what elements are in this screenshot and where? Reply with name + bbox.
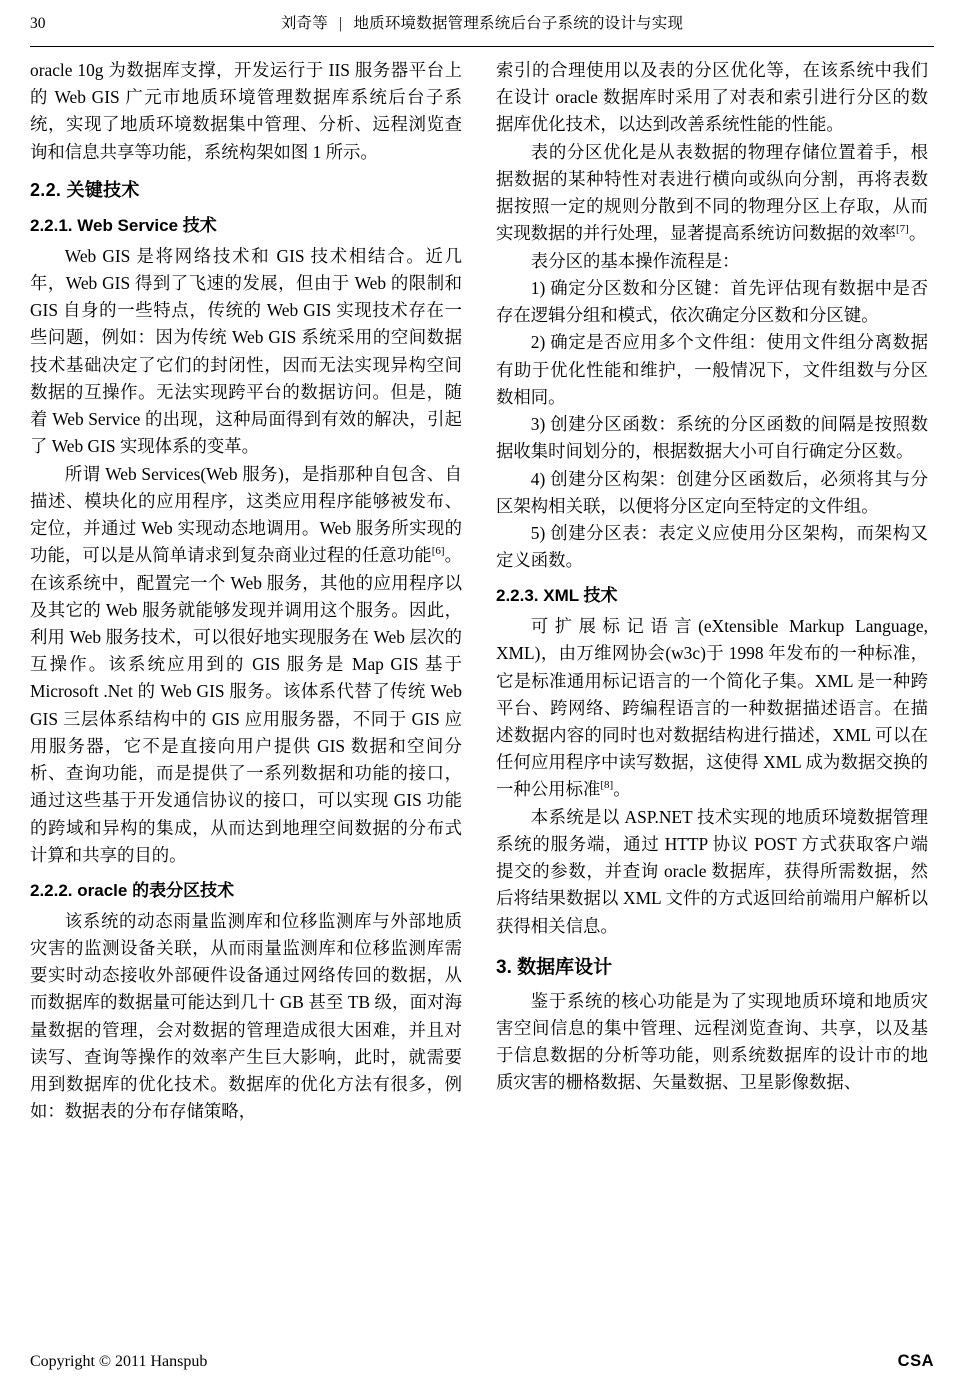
paragraph: 本系统是以 ASP.NET 技术实现的地质环境数据管理系统的服务端，通过 HTTP 协议 POST 方式获取客户端提交的参数，并查询 oracle 数据库，获得所需数据，然后将结果数据以 XML 文件的方式返回给前端用户解析以获得相关信息。 [496, 806, 928, 936]
copyright-notice: Copyright © 2011 Hanspub [30, 1353, 208, 1370]
left-column [30, 57, 462, 1312]
header-divider [30, 46, 934, 47]
paragraph-text: 表的分区优化是从表数据的物理存储位置着手，根据数据的某种特性对表进行横向或纵向分割，再将表数据按照一定的规则分散到不同的物理分区上存取，从而实现数据的并行处理，显著提高系统访问数据的效率 [496, 141, 928, 244]
reference-marker: [6] [431, 545, 445, 558]
paragraph-text: 所谓 Web Services(Web 服务)，是指那种自包含、自描述、模块化的应用程序，这类应用程序能够被发布、定位，并通过 Web 实现动态地调用。Web 服务所实现的功能，可以是从简单请求到复杂商业过程的任意功能 [30, 463, 462, 566]
page-footer [30, 1352, 934, 1371]
paragraph-text: 。在该系统中，配置完一个 Web 服务，其他的应用程序以及其它的 Web 服务就能够发现并调用这个服务。因此，利用 Web 服务技术，可以很好地实现服务在 Web 层次的互操作。该系统应用到的 GIS 服务是 Map GIS 基于 Microsoft .Net 的 Web GIS 服务。该体系代替了传统 Web GIS 三层体系结构中的 GIS 应用服务器，不同于 GIS 应用服务器，它不是直接向用户提供 GIS 数据和空间分析、查询功能，而是提供了一系列数据和功能的接口，通过这些基于开发通信协议的接口，可以实现 GIS 功能的跨域和异构的集成，从而达到地理空间数据的分布式计算和共享的目的。 [30, 545, 462, 865]
paragraph-text: 可扩展标记语言(eXtensible Markup Language, XML)，由万维网协会(w3c)于 1998 年发布的一种标准，它是标准通用标记语言的一个简化子集。XML 是一种跨平台、跨网络、跨编程语言的一种数据描述语言。在描述数据内容的同时也对数据结构进行描述，XML 可以在任何应用程序中读写数据，这使得 XML 成为数据交换的一种公用标准 [496, 616, 928, 800]
paragraph: 表分区的基本操作流程是： [530, 250, 740, 271]
section-heading-2-2-1: 2.2.1. Web Service 技术 [30, 216, 217, 236]
journal-abbreviation: CSA [897, 1352, 934, 1370]
page-number: 30 [30, 15, 46, 32]
paragraph [496, 139, 928, 248]
list-item: 3) 创建分区函数：系统的分区函数的间隔是按照数据收集时间划分的，根据数据大小可自行确定分区数。 [496, 414, 928, 462]
body-columns [30, 57, 934, 1312]
running-head-center [30, 14, 934, 34]
list-item: 1) 确定分区数和分区键：首先评估现有数据中是否存在逻辑分组和模式，依次确定分区数和分区键。 [496, 277, 928, 326]
paragraph: oracle 10g 为数据库支撑，开发运行于 IIS 服务器平台上的 Web GIS 广元市地质环境管理数据库系统后台子系统，实现了地质环境数据集中管理、分析、远程浏览查询和信息共享等功能，系统构架如图 1 所示。 [30, 60, 462, 162]
section-heading-3: 3. 数据库设计 [496, 956, 613, 978]
list-item: 2) 确定是否应用多个文件组：使用文件组分离数据有助于优化性能和维护，一般情况下，文件组数与分区数相同。 [496, 332, 928, 407]
section-heading-2-2-3: 2.2.3. XML 技术 [496, 586, 618, 606]
running-head [30, 14, 934, 44]
section-heading-2-2: 2.2. 关键技术 [30, 179, 140, 200]
paragraph: Web GIS 是将网络技术和 GIS 技术相结合。近几年，Web GIS 得到了飞速的发展，但由于 Web 的限制和 GIS 自身的一些特点，传统的 Web GIS 实现技术存在一些问题，例如：因为传统 Web GIS 系统采用的空间数据技术基础决定了它们的封闭性，因而无法实现异构空间数据的互操作。无法实现跨平台的数据访问。但是，随着 Web Service 的出现，这种局面得到有效的解决，引起了 Web GIS 实现体系的变革。 [30, 245, 462, 457]
reference-marker: [8] [600, 779, 614, 792]
paragraph-text: 。 [908, 223, 927, 244]
paragraph: 该系统的动态雨量监测库和位移监测库与外部地质灾害的监测设备关联，从而雨量监测库和位移监测库需要实时动态接收外部硬件设备通过网络传回的数据，从而数据库的数据量可能达到几十 GB 甚至 TB 级，面对海量数据的管理，会对数据的管理造成很大困难，并且对读写、查询等操作的效率产生巨大影响，此时，就需要用到数据库的优化技术。数据库的优化方法有很多，例如：数据表的分布存储策略， [30, 910, 462, 1122]
reference-marker: [7] [896, 223, 909, 236]
running-head-separator: | [339, 15, 343, 32]
paragraph: 鉴于系统的核心功能是为了实现地质环境和地质灾害空间信息的集中管理、远程浏览查询、共享，以及基于信息数据的分析等功能，则系统数据库的设计市的地质灾害的栅格数据、矢量数据、卫星影像数据、 [496, 990, 928, 1093]
paragraph: 索引的合理使用以及表的分区优化等，在该系统中我们在设计 oracle 数据库时采用了对表和索引进行分区的数据库优化技术，以达到改善系统性能的性能。 [496, 60, 928, 135]
paragraph [30, 461, 462, 870]
list-item: 4) 创建分区构架：创建分区函数后，必须将其与分区架构相关联，以便将分区定向至特定的文件组。 [496, 468, 928, 516]
list-item: 5) 创建分区表：表定义应使用分区架构，而架构又定义函数。 [496, 522, 928, 571]
section-heading-2-2-2: 2.2.2. oracle 的表分区技术 [30, 881, 235, 901]
paragraph [496, 613, 928, 804]
running-head-title: 地质环境数据管理系统后台子系统的设计与实现 [353, 15, 684, 32]
paragraph-text: 。 [613, 779, 631, 800]
right-column [496, 57, 928, 1312]
running-head-authors: 刘奇等 [280, 15, 328, 32]
